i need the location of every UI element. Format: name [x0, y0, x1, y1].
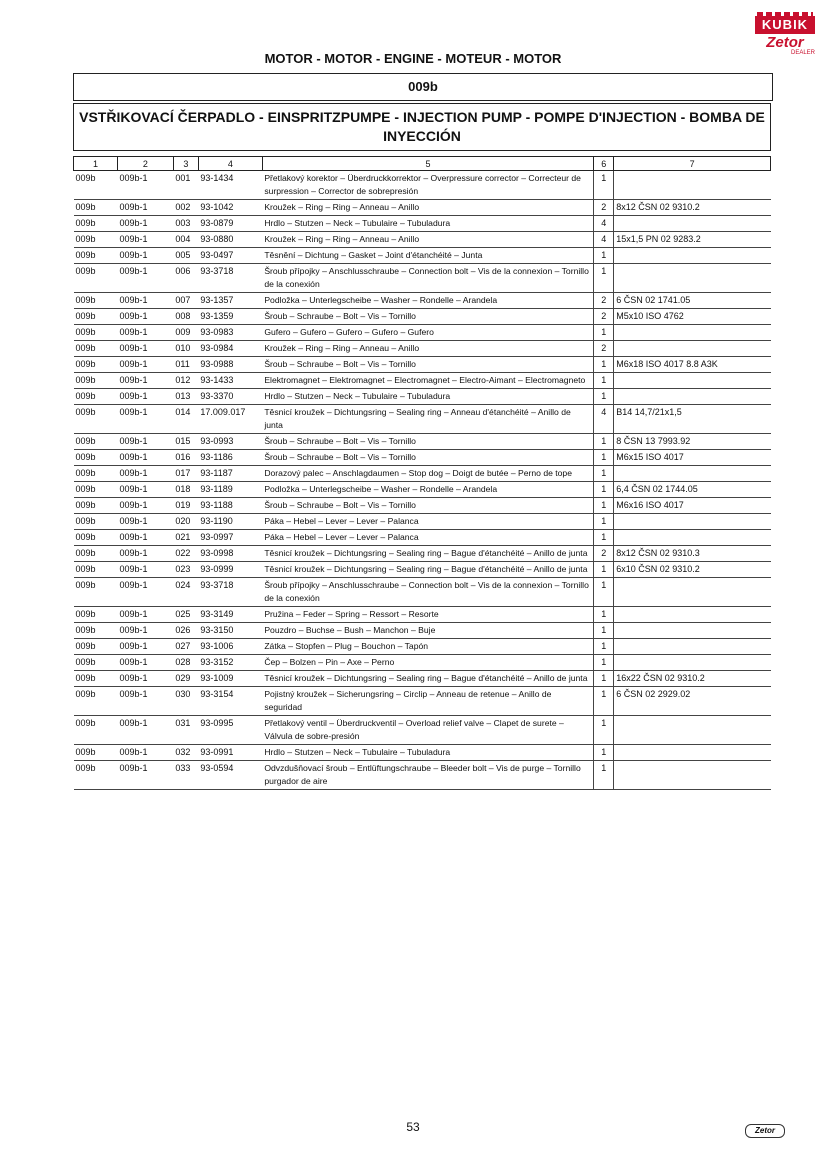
cell-qty: 2	[594, 546, 614, 562]
cell-c1: 009b	[74, 216, 118, 232]
cell-desc: Šroub – Schraube – Bolt – Vis – Tornillo	[262, 498, 593, 514]
cell-note	[614, 745, 771, 761]
table-row	[74, 264, 771, 293]
cell-c1: 009b	[74, 309, 118, 325]
cell-c2: 009b-1	[117, 389, 173, 405]
cell-desc: Gufero – Gufero – Gufero – Gufero – Gufero	[262, 325, 593, 341]
cell-qty: 4	[594, 232, 614, 248]
cell-c2: 009b-1	[117, 171, 173, 200]
cell-c3: 013	[173, 389, 198, 405]
cell-qty: 1	[594, 761, 614, 790]
cell-c1: 009b	[74, 716, 118, 745]
cell-c3: 006	[173, 264, 198, 293]
cell-c1: 009b	[74, 623, 118, 639]
table-row	[74, 466, 771, 482]
table-row	[74, 389, 771, 405]
cell-c3: 014	[173, 405, 198, 434]
cell-c2: 009b-1	[117, 687, 173, 716]
cell-c3: 002	[173, 200, 198, 216]
cell-note	[614, 389, 771, 405]
cell-c4: 93-3718	[198, 578, 262, 607]
cell-c1: 009b	[74, 405, 118, 434]
cell-qty: 2	[594, 309, 614, 325]
cell-note: M6x15 ISO 4017	[614, 450, 771, 466]
cell-c3: 016	[173, 450, 198, 466]
cell-c4: 93-3718	[198, 264, 262, 293]
cell-qty: 1	[594, 450, 614, 466]
cell-c4: 93-1006	[198, 639, 262, 655]
cell-note: 6 ČSN 02 1741.05	[614, 293, 771, 309]
cell-c3: 017	[173, 466, 198, 482]
cell-qty: 1	[594, 530, 614, 546]
cell-c3: 008	[173, 309, 198, 325]
cell-qty: 1	[594, 373, 614, 389]
cell-desc: Těsnění – Dichtung – Gasket – Joint d'étanchéité – Junta	[262, 248, 593, 264]
cell-c4: 93-3150	[198, 623, 262, 639]
table-row	[74, 639, 771, 655]
table-row	[74, 216, 771, 232]
cell-desc: Kroužek – Ring – Ring – Anneau – Anillo	[262, 200, 593, 216]
table-row	[74, 607, 771, 623]
cell-note	[614, 264, 771, 293]
cell-c3: 001	[173, 171, 198, 200]
cell-c4: 93-0497	[198, 248, 262, 264]
cell-note	[614, 325, 771, 341]
cell-note	[614, 341, 771, 357]
table-row	[74, 405, 771, 434]
table-row	[74, 357, 771, 373]
cell-c3: 012	[173, 373, 198, 389]
cell-note	[614, 716, 771, 745]
table-row	[74, 293, 771, 309]
cell-c4: 93-1187	[198, 466, 262, 482]
table-header-row	[74, 157, 771, 171]
cell-c1: 009b	[74, 325, 118, 341]
table-row	[74, 373, 771, 389]
cell-c4: 93-1186	[198, 450, 262, 466]
cell-c3: 033	[173, 761, 198, 790]
cell-qty: 4	[594, 405, 614, 434]
footer-zetor-logo: Zetor	[745, 1124, 785, 1138]
cell-qty: 1	[594, 639, 614, 655]
cell-desc: Hrdlo – Stutzen – Neck – Tubulaire – Tubuladura	[262, 389, 593, 405]
cell-note	[614, 578, 771, 607]
cell-c4: 93-3370	[198, 389, 262, 405]
cell-desc: Elektromagnet – Elektromagnet – Electromagnet – Electro-Aimant – Electromagneto	[262, 373, 593, 389]
cell-note: M6x18 ISO 4017 8.8 A3K	[614, 357, 771, 373]
cell-desc: Páka – Hebel – Lever – Lever – Palanca	[262, 530, 593, 546]
cell-desc: Přetlakový korektor – Überdruckkorrektor – Overpressure corrector – Correcteur de surpression – Corrector de sobrepresión	[262, 171, 593, 200]
cell-c2: 009b-1	[117, 530, 173, 546]
cell-c3: 029	[173, 671, 198, 687]
cell-qty: 1	[594, 607, 614, 623]
cell-c4: 93-1188	[198, 498, 262, 514]
table-row	[74, 671, 771, 687]
cell-c1: 009b	[74, 655, 118, 671]
table-row	[74, 623, 771, 639]
cell-c3: 022	[173, 546, 198, 562]
table-row	[74, 562, 771, 578]
cell-c3: 025	[173, 607, 198, 623]
cell-c1: 009b	[74, 578, 118, 607]
cell-desc: Pružina – Feder – Spring – Ressort – Resorte	[262, 607, 593, 623]
table-row	[74, 341, 771, 357]
cell-qty: 1	[594, 434, 614, 450]
cell-c4: 93-3154	[198, 687, 262, 716]
cell-c2: 009b-1	[117, 200, 173, 216]
cell-note: M5x10 ISO 4762	[614, 309, 771, 325]
cell-desc: Dorazový palec – Anschlagdaumen – Stop dog – Doigt de butée – Perno de tope	[262, 466, 593, 482]
cell-desc: Kroužek – Ring – Ring – Anneau – Anillo	[262, 341, 593, 357]
cell-note	[614, 171, 771, 200]
cell-c1: 009b	[74, 498, 118, 514]
cell-c1: 009b	[74, 341, 118, 357]
cell-desc: Zátka – Stopfen – Plug – Bouchon – Tapón	[262, 639, 593, 655]
cell-note: 6 ČSN 02 2929.02	[614, 687, 771, 716]
cell-qty: 1	[594, 264, 614, 293]
cell-c1: 009b	[74, 434, 118, 450]
column-header: 2	[117, 157, 173, 171]
cell-note	[614, 623, 771, 639]
cell-note: 8 ČSN 13 7993.92	[614, 434, 771, 450]
cell-note: 8x12 ČSN 02 9310.2	[614, 200, 771, 216]
cell-c3: 009	[173, 325, 198, 341]
cell-c4: 93-1190	[198, 514, 262, 530]
table-row	[74, 325, 771, 341]
cell-note: 6,4 ČSN 02 1744.05	[614, 482, 771, 498]
cell-c3: 032	[173, 745, 198, 761]
cell-c2: 009b-1	[117, 498, 173, 514]
cell-desc: Šroub přípojky – Anschlusschraube – Connection bolt – Vis de la connexion – Tornillo de la conexión	[262, 578, 593, 607]
cell-c4: 93-0998	[198, 546, 262, 562]
cell-qty: 1	[594, 716, 614, 745]
cell-c3: 026	[173, 623, 198, 639]
table-row	[74, 761, 771, 790]
cell-desc: Šroub – Schraube – Bolt – Vis – Tornillo	[262, 450, 593, 466]
cell-c4: 93-1042	[198, 200, 262, 216]
cell-c1: 009b	[74, 745, 118, 761]
cell-c4: 93-1433	[198, 373, 262, 389]
cell-note: M6x16 ISO 4017	[614, 498, 771, 514]
cell-note: 6x10 ČSN 02 9310.2	[614, 562, 771, 578]
cell-c2: 009b-1	[117, 761, 173, 790]
cell-c4: 93-1357	[198, 293, 262, 309]
dealer-logo-text: DEALER	[790, 50, 815, 56]
cell-c2: 009b-1	[117, 607, 173, 623]
cell-c2: 009b-1	[117, 671, 173, 687]
cell-qty: 4	[594, 216, 614, 232]
cell-c4: 93-1189	[198, 482, 262, 498]
cell-qty: 1	[594, 745, 614, 761]
cell-c4: 93-0995	[198, 716, 262, 745]
cell-c3: 007	[173, 293, 198, 309]
cell-c1: 009b	[74, 357, 118, 373]
cell-qty: 2	[594, 293, 614, 309]
cell-qty: 1	[594, 389, 614, 405]
cell-qty: 1	[594, 623, 614, 639]
cell-c4: 93-0988	[198, 357, 262, 373]
cell-qty: 2	[594, 200, 614, 216]
cell-c2: 009b-1	[117, 325, 173, 341]
cell-note	[614, 466, 771, 482]
cell-c3: 010	[173, 341, 198, 357]
cell-c4: 93-1434	[198, 171, 262, 200]
cell-note	[614, 639, 771, 655]
cell-desc: Kroužek – Ring – Ring – Anneau – Anillo	[262, 232, 593, 248]
cell-desc: Páka – Hebel – Lever – Lever – Palanca	[262, 514, 593, 530]
table-row	[74, 578, 771, 607]
table-row	[74, 309, 771, 325]
cell-note	[614, 248, 771, 264]
table-row	[74, 655, 771, 671]
table-row	[74, 530, 771, 546]
cell-c1: 009b	[74, 546, 118, 562]
table-row	[74, 546, 771, 562]
cell-c3: 028	[173, 655, 198, 671]
cell-note	[614, 514, 771, 530]
cell-qty: 1	[594, 655, 614, 671]
cell-note	[614, 216, 771, 232]
cell-qty: 1	[594, 171, 614, 200]
cell-desc: Těsnicí kroužek – Dichtungsring – Sealing ring – Bague d'étanchéité – Anillo de junta	[262, 671, 593, 687]
cell-c1: 009b	[74, 671, 118, 687]
cell-c3: 021	[173, 530, 198, 546]
cell-c4: 93-1009	[198, 671, 262, 687]
cell-c2: 009b-1	[117, 466, 173, 482]
cell-c1: 009b	[74, 248, 118, 264]
cell-c1: 009b	[74, 530, 118, 546]
cell-c1: 009b	[74, 450, 118, 466]
cell-qty: 1	[594, 482, 614, 498]
cell-note	[614, 607, 771, 623]
cell-c3: 031	[173, 716, 198, 745]
cell-c3: 018	[173, 482, 198, 498]
cell-desc: Hrdlo – Stutzen – Neck – Tubulaire – Tubuladura	[262, 745, 593, 761]
cell-qty: 2	[594, 341, 614, 357]
cell-c1: 009b	[74, 264, 118, 293]
cell-desc: Pouzdro – Buchse – Bush – Manchon – Buje	[262, 623, 593, 639]
cell-qty: 1	[594, 671, 614, 687]
cell-c2: 009b-1	[117, 562, 173, 578]
cell-desc: Šroub – Schraube – Bolt – Vis – Tornillo	[262, 309, 593, 325]
cell-note	[614, 655, 771, 671]
cell-c2: 009b-1	[117, 546, 173, 562]
cell-desc: Šroub – Schraube – Bolt – Vis – Tornillo	[262, 357, 593, 373]
cell-qty: 1	[594, 466, 614, 482]
cell-c2: 009b-1	[117, 514, 173, 530]
cell-qty: 1	[594, 498, 614, 514]
cell-c4: 17.009.017	[198, 405, 262, 434]
cell-c1: 009b	[74, 466, 118, 482]
cell-c2: 009b-1	[117, 357, 173, 373]
cell-c4: 93-0999	[198, 562, 262, 578]
cell-c1: 009b	[74, 687, 118, 716]
cell-c2: 009b-1	[117, 248, 173, 264]
cell-note: 16x22 ČSN 02 9310.2	[614, 671, 771, 687]
cell-c1: 009b	[74, 232, 118, 248]
cell-note: 8x12 ČSN 02 9310.3	[614, 546, 771, 562]
column-header: 1	[74, 157, 118, 171]
cell-desc: Těsnicí kroužek – Dichtungsring – Sealing ring – Bague d'étanchéité – Anillo de junta	[262, 546, 593, 562]
kubik-logo-text: KUBIK	[755, 16, 815, 34]
cell-c1: 009b	[74, 607, 118, 623]
cell-c2: 009b-1	[117, 434, 173, 450]
cell-desc: Pojistný kroužek – Sicherungsring – Circlip – Anneau de retenue – Anillo de seguridad	[262, 687, 593, 716]
cell-c3: 030	[173, 687, 198, 716]
cell-note	[614, 373, 771, 389]
cell-c1: 009b	[74, 389, 118, 405]
cell-desc: Těsnicí kroužek – Dichtungsring – Sealing ring – Anneau d'étanchéité – Anillo de junta	[262, 405, 593, 434]
cell-qty: 1	[594, 562, 614, 578]
cell-qty: 1	[594, 248, 614, 264]
cell-c3: 024	[173, 578, 198, 607]
table-row	[74, 514, 771, 530]
cell-note: 15x1,5 PN 02 9283.2	[614, 232, 771, 248]
table-row	[74, 434, 771, 450]
cell-c3: 005	[173, 248, 198, 264]
parts-table	[73, 156, 771, 790]
table-row	[74, 232, 771, 248]
cell-c2: 009b-1	[117, 623, 173, 639]
cell-c1: 009b	[74, 171, 118, 200]
cell-c2: 009b-1	[117, 216, 173, 232]
table-row	[74, 482, 771, 498]
cell-c3: 011	[173, 357, 198, 373]
cell-desc: Odvzdušňovací šroub – Entlüftungschraube – Bleeder bolt – Vis de purge – Tornillo purgador de aire	[262, 761, 593, 790]
cell-c3: 019	[173, 498, 198, 514]
cell-note	[614, 761, 771, 790]
cell-c2: 009b-1	[117, 450, 173, 466]
cell-c1: 009b	[74, 482, 118, 498]
cell-c4: 93-0983	[198, 325, 262, 341]
cell-c3: 015	[173, 434, 198, 450]
cell-c4: 93-1359	[198, 309, 262, 325]
cell-c1: 009b	[74, 562, 118, 578]
cell-c2: 009b-1	[117, 405, 173, 434]
cell-c2: 009b-1	[117, 655, 173, 671]
cell-c2: 009b-1	[117, 341, 173, 357]
cell-c2: 009b-1	[117, 716, 173, 745]
cell-c4: 93-3149	[198, 607, 262, 623]
cell-desc: Podložka – Unterlegscheibe – Washer – Rondelle – Arandela	[262, 482, 593, 498]
table-row	[74, 498, 771, 514]
table-row	[74, 716, 771, 745]
cell-c3: 004	[173, 232, 198, 248]
cell-note	[614, 530, 771, 546]
cell-desc: Hrdlo – Stutzen – Neck – Tubulaire – Tubuladura	[262, 216, 593, 232]
cell-desc: Šroub – Schraube – Bolt – Vis – Tornillo	[262, 434, 593, 450]
cell-c3: 020	[173, 514, 198, 530]
zetor-logo-text: Zetor	[766, 34, 804, 51]
column-header: 7	[614, 157, 771, 171]
table-row	[74, 745, 771, 761]
cell-c3: 023	[173, 562, 198, 578]
table-row	[74, 450, 771, 466]
cell-c1: 009b	[74, 293, 118, 309]
cell-c2: 009b-1	[117, 745, 173, 761]
cell-c1: 009b	[74, 761, 118, 790]
cell-desc: Čep – Bolzen – Pin – Axe – Perno	[262, 655, 593, 671]
table-row	[74, 200, 771, 216]
group-title: VSTŘIKOVACÍ ČERPADLO - EINSPRITZPUMPE - INJECTION PUMP - POMPE D'INJECTION - BOMBA DE INYECCIÓN	[73, 103, 771, 151]
column-header: 5	[262, 157, 593, 171]
cell-qty: 1	[594, 357, 614, 373]
cell-c1: 009b	[74, 639, 118, 655]
cell-c4: 93-0993	[198, 434, 262, 450]
cell-c3: 003	[173, 216, 198, 232]
cell-c2: 009b-1	[117, 639, 173, 655]
cell-qty: 1	[594, 514, 614, 530]
cell-c4: 93-0984	[198, 341, 262, 357]
cell-c1: 009b	[74, 514, 118, 530]
column-header: 3	[173, 157, 198, 171]
cell-c1: 009b	[74, 200, 118, 216]
cell-note: B14 14,7/21x1,5	[614, 405, 771, 434]
cell-desc: Přetlakový ventil – Überdruckventil – Overload relief valve – Clapet de surete – Válvula de sobre-presión	[262, 716, 593, 745]
cell-c3: 027	[173, 639, 198, 655]
cell-c2: 009b-1	[117, 373, 173, 389]
cell-qty: 1	[594, 687, 614, 716]
cell-c2: 009b-1	[117, 264, 173, 293]
cell-c2: 009b-1	[117, 578, 173, 607]
cell-c4: 93-0879	[198, 216, 262, 232]
cell-desc: Podložka – Unterlegscheibe – Washer – Rondelle – Arandela	[262, 293, 593, 309]
cell-desc: Šroub přípojky – Anschlusschraube – Connection bolt – Vis de la connexion – Tornillo de la conexión	[262, 264, 593, 293]
table-row	[74, 687, 771, 716]
cell-c4: 93-0880	[198, 232, 262, 248]
group-code: 009b	[73, 73, 773, 101]
section-header: MOTOR - MOTOR - ENGINE - MOTEUR - MOTOR	[264, 51, 562, 66]
cell-c2: 009b-1	[117, 293, 173, 309]
cell-qty: 1	[594, 578, 614, 607]
cell-c4: 93-0991	[198, 745, 262, 761]
table-row	[74, 248, 771, 264]
cell-qty: 1	[594, 325, 614, 341]
table-row	[74, 171, 771, 200]
cell-c2: 009b-1	[117, 482, 173, 498]
cell-c4: 93-3152	[198, 655, 262, 671]
column-header: 6	[594, 157, 614, 171]
page-number: 53	[406, 1120, 420, 1134]
cell-c4: 93-0997	[198, 530, 262, 546]
cell-desc: Těsnicí kroužek – Dichtungsring – Sealing ring – Bague d'étanchéité – Anillo de junta	[262, 562, 593, 578]
cell-c4: 93-0594	[198, 761, 262, 790]
cell-c1: 009b	[74, 373, 118, 389]
column-header: 4	[198, 157, 262, 171]
cell-c2: 009b-1	[117, 309, 173, 325]
cell-c2: 009b-1	[117, 232, 173, 248]
